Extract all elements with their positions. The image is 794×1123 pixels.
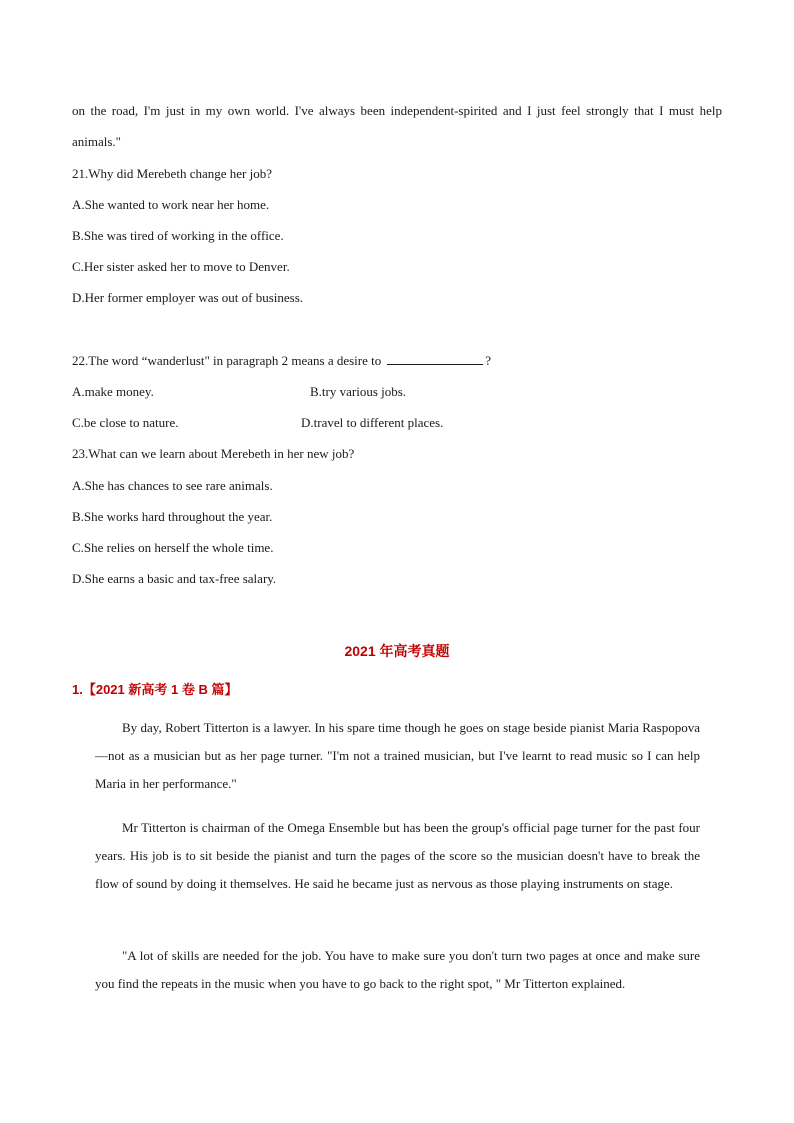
question-23-stem: 23.What can we learn about Merebeth in her new job? xyxy=(72,446,355,461)
question-22-stem-text: 22.The word “wanderlust" in paragraph 2 means a desire to xyxy=(72,353,382,368)
question-22-option-a: A.make money. xyxy=(72,384,154,399)
question-23-option-a: A.She has chances to see rare animals. xyxy=(72,478,273,493)
question-21-option-b: B.She was tired of working in the office. xyxy=(72,228,284,243)
passage-heading: 1.【2021 新高考 1 卷 B 篇】 xyxy=(72,682,238,697)
question-23-option-b: B.She works hard throughout the year. xyxy=(72,509,273,524)
section-title: 2021 年高考真题 xyxy=(344,643,450,659)
question-21-option-a: A.She wanted to work near her home. xyxy=(72,197,270,212)
question-22-option-c: C.be close to nature. xyxy=(72,415,179,430)
question-23-option-d: D.She earns a basic and tax-free salary. xyxy=(72,571,277,586)
passage-paragraph-3: "A lot of skills are needed for the job. You have to make sure you don't turn two pages at once and make sure you find the repeats in the music when you have to go back to the right spot, " Mr Titterton explained. xyxy=(95,948,700,991)
question-21-option-d: D.Her former employer was out of business. xyxy=(72,290,304,305)
answer-blank xyxy=(387,352,483,365)
question-22-stem-end: ? xyxy=(485,353,492,368)
question-22-option-b: B.try various jobs. xyxy=(310,384,407,399)
passage-continuation: on the road, I'm just in my own world. I've always been independent-spirited and I just feel strongly that I must help animals." xyxy=(72,103,722,149)
question-21-stem: 21.Why did Merebeth change her job? xyxy=(72,166,272,181)
question-23-option-c: C.She relies on herself the whole time. xyxy=(72,540,274,555)
question-21-option-c: C.Her sister asked her to move to Denver. xyxy=(72,259,290,274)
passage-paragraph-2: Mr Titterton is chairman of the Omega Ensemble but has been the group's official page turner for the past four years. His job is to sit beside the pianist and turn the pages of the score so the musician doesn't have to break the flow of sound by doing it themselves. He said he became just as nervous as those playing instruments on stage. xyxy=(95,820,700,891)
question-22-option-d: D.travel to different places. xyxy=(301,415,444,430)
question-22-stem xyxy=(72,352,491,370)
passage-paragraph-1: By day, Robert Titterton is a lawyer. In his spare time though he goes on stage beside pianist Maria Raspopova—not as a musician but as her page turner. "I'm not a trained musician, but I've learnt to read music so I can help Maria in her performance." xyxy=(95,720,700,791)
